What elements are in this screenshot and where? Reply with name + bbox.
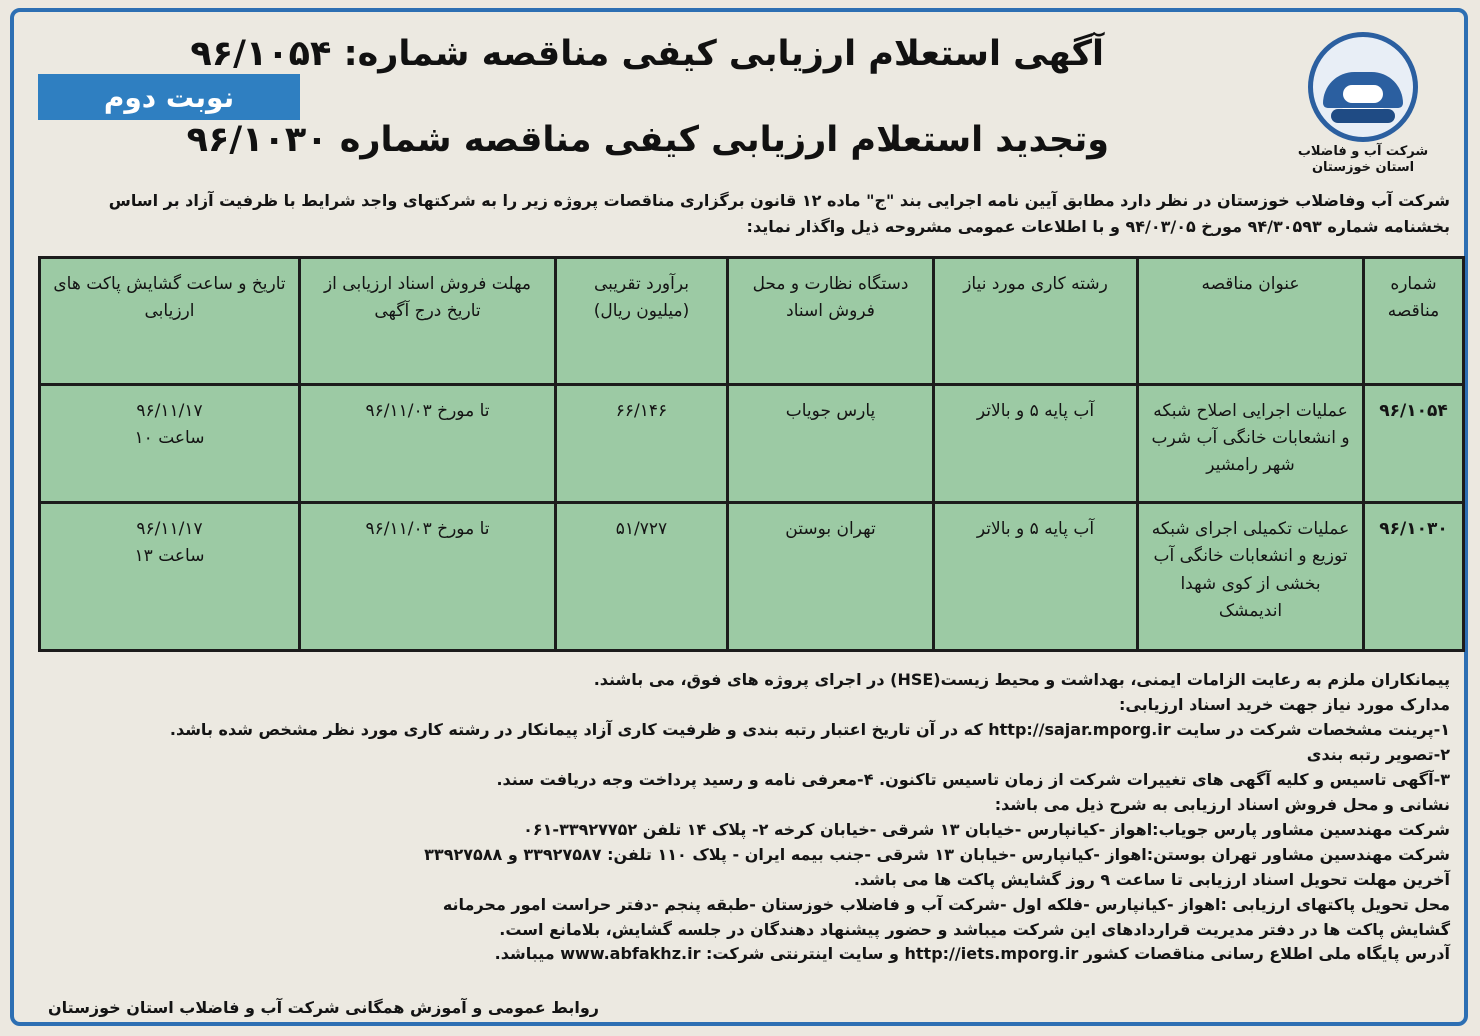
tender-number: ۹۶/۱۰۵۴ xyxy=(1364,385,1464,503)
note-delivery: محل تحویل پاکتهای ارزیابی :اهواز -کیانپارس -فلکه اول -شرکت آب و فاضلاب خوزستان -طبقه پنجم -دفتر حراست امور محرمانه xyxy=(442,894,1450,914)
note-doc-1: ۱-پرینت مشخصات شرکت در سایت http://sajar.mporg.ir که در آن تاریخ اعتبار رتبه بندی و ظرفیت کاری آزاد پیمانکار در رشته کاری مورد نظر مشخص شده باشد. xyxy=(169,719,1450,739)
note-doc-2: ۲-تصویر رتبه بندی xyxy=(1306,744,1450,764)
tender-field: آب پایه ۵ و بالاتر xyxy=(934,385,1138,503)
table-row xyxy=(40,385,1464,503)
tender-deadline: تا مورخ ۹۶/۱۱/۰۳ xyxy=(300,385,556,503)
page-title: آگهی استعلام ارزیابی کیفی مناقصه شماره: ۹۶/۱۰۵۴ xyxy=(190,34,1104,74)
note-opening: گشایش پاکت ها در دفتر مدیریت قراردادهای این شرکت میباشد و حضور پیشنهاد دهندگان در جلسه گشایش، بلامانع است. xyxy=(499,919,1450,939)
tender-opening xyxy=(40,385,300,503)
logo-org-line2: استان خوزستان xyxy=(1311,160,1415,176)
tender-field: آب پایه ۵ و بالاتر xyxy=(934,503,1138,651)
notes-section xyxy=(44,668,1450,967)
note-address-pars: شرکت مهندسین مشاور پارس جویاب:اهواز -کیانپارس -خیابان ۱۳ شرقی -خیابان کرخه ۲- پلاک ۱۴ تلفن ۳۳۹۲۷۷۵۲-۰۶۱ xyxy=(523,819,1450,839)
note-docs-heading: مدارک مورد نیاز جهت خرید اسناد ارزیابی: xyxy=(1118,694,1450,714)
logo-org-name xyxy=(1288,144,1438,177)
col-header-title: عنوان مناقصه xyxy=(1138,258,1364,385)
note-address-tehran: شرکت مهندسین مشاور تهران بوستن:اهواز -کیانپارس -خیابان ۱۳ شرقی -جنب بیمه ایران - پلاک ۱۱۰ تلفن: ۳۳۹۲۷۵۸۷ و ۳۳۹۲۷۵۸۸ xyxy=(424,844,1450,864)
tender-number: ۹۶/۱۰۳۰ xyxy=(1364,503,1464,651)
col-header-supervisor: دستگاه نظارت و محل فروش اسناد xyxy=(728,258,934,385)
tender-title: عملیات تکمیلی اجرای شبکه توزیع و انشعابات خانگی آب بخشی از کوی شهدا اندیمشک xyxy=(1138,503,1364,651)
col-header-field: رشته کاری مورد نیاز xyxy=(934,258,1138,385)
tender-supervisor: پارس جویاب xyxy=(728,385,934,503)
note-websites: آدرس پایگاه ملی اطلاع رسانی مناقصات کشور http://iets.mporg.ir و سایت اینترنتی شرکت: www.abfakhz.ir میباشد. xyxy=(494,944,1450,964)
opening-time: ساعت ۱۰ xyxy=(134,428,205,449)
company-logo xyxy=(1288,32,1438,177)
col-header-number: شماره مناقصه xyxy=(1364,258,1464,385)
advertisement-page xyxy=(10,8,1468,1026)
logo-org-line1: شرکت آب و فاضلاب xyxy=(1297,144,1429,159)
tender-supervisor: تهران بوستن xyxy=(728,503,934,651)
tender-estimate: ۶۶/۱۴۶ xyxy=(556,385,728,503)
note-address-heading: نشانی و محل فروش اسناد ارزیابی به شرح ذیل می باشد: xyxy=(994,794,1450,814)
table-row xyxy=(40,503,1464,651)
col-header-estimate: برآورد تقریبی (میلیون ریال) xyxy=(556,258,728,385)
tender-estimate: ۵۱/۷۲۷ xyxy=(556,503,728,651)
water-wave-logo-icon xyxy=(1308,32,1418,142)
opening-time: ساعت ۱۳ xyxy=(134,546,205,567)
tender-deadline: تا مورخ ۹۶/۱۱/۰۳ xyxy=(300,503,556,651)
note-hse: پیمانکاران ملزم به رعایت الزامات ایمنی، بهداشت و محیط زیست(HSE) در اجرای پروژه های فوق، می باشند. xyxy=(593,670,1450,689)
table-header-row xyxy=(40,258,1464,385)
tender-opening xyxy=(40,503,300,651)
col-header-opening: تاریخ و ساعت گشایش پاکت های ارزیابی xyxy=(40,258,300,385)
opening-date: ۹۶/۱۱/۱۷ xyxy=(136,519,203,540)
round-badge: نوبت دوم xyxy=(38,74,300,120)
col-header-deadline: مهلت فروش اسناد ارزیابی از تاریخ درج آگهی xyxy=(300,258,556,385)
footer-signature: روابط عمومی و آموزش همگانی شرکت آب و فاضلاب استان خوزستان xyxy=(48,998,599,1017)
note-deadline: آخرین مهلت تحویل اسناد ارزیابی تا ساعت ۹ روز گشایش پاکت ها می باشد. xyxy=(853,869,1450,889)
tender-title: عملیات اجرایی اصلاح شبکه و انشعابات خانگی آب شرب شهر رامشیر xyxy=(1138,385,1364,503)
tender-table xyxy=(38,256,1465,652)
opening-date: ۹۶/۱۱/۱۷ xyxy=(136,401,203,421)
note-doc-3: ۳-آگهی تاسیس و کلیه آگهی های تغییرات شرکت از زمان تاسیس تاکنون. ۴-معرفی نامه و رسید پرداخت وجه دریافت سند. xyxy=(496,769,1450,789)
page-subtitle: وتجدید استعلام ارزیابی کیفی مناقصه شماره ۹۶/۱۰۳۰ xyxy=(186,120,1109,160)
intro-paragraph: شرکت آب وفاضلاب خوزستان در نظر دارد مطابق آیین نامه اجرایی بند "ج" ماده ۱۲ قانون برگزاری مناقصات پروژه زیر را به شرکتهای واجد شرایط با ظرفیت آزاد بر اساس بخشنامه شماره ۹۴/۳۰۵۹۳ مورخ ۹۴/۰۳/۰۵ و با اطلاعات عمومی مشروحه ذیل واگذار نماید: xyxy=(108,191,1450,236)
